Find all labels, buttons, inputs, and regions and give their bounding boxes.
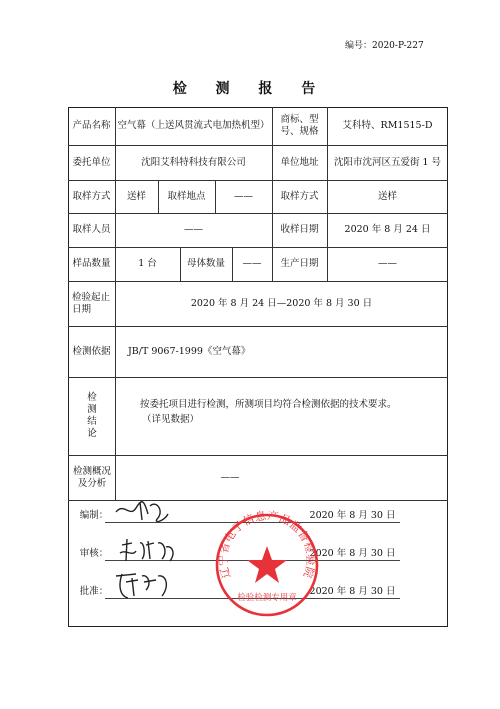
conclusion-text: 按委托项目进行检测，所测项目均符合检测依据的技术要求。 (140, 399, 397, 410)
client-value: 沈阳艾科特科技有限公司 (141, 156, 246, 168)
sample-qty-value: 1 台 (138, 258, 157, 270)
compiled-date: 2020 年 8 月 30 日 (309, 510, 396, 522)
seal-star (247, 546, 287, 583)
conclusion-block (140, 397, 440, 427)
report-title: 检 测 报 告 (172, 81, 328, 97)
overview-label: 检测概况及分析 (72, 465, 111, 489)
model-value: 艾科特、RM1515-D (342, 120, 433, 132)
production-date-value: —— (378, 258, 397, 270)
compiled-label: 编制： (79, 510, 109, 522)
serial-number: 编号：2020-P-227 (345, 41, 424, 51)
sampling-method-value: 送样 (126, 190, 146, 202)
test-period-label: 检验起止日期 (72, 291, 111, 315)
sampling-method2-label: 取样方式 (280, 190, 319, 202)
receive-date-label: 收样日期 (280, 224, 319, 236)
product-label: 产品名称 (72, 120, 111, 132)
seal-bottom-text: 检验检测专用章 (237, 593, 297, 603)
sampling-place-label: 取样地点 (167, 190, 206, 202)
conclusion-label: 检测结论 (87, 392, 97, 439)
client-label: 委托单位 (72, 156, 111, 168)
sampler-label: 取样人员 (72, 224, 111, 236)
overview-value: —— (220, 471, 240, 483)
official-seal (212, 510, 322, 620)
parent-qty-value: —— (242, 258, 262, 270)
row-divider (68, 377, 448, 378)
basis-label: 检测依据 (72, 345, 111, 357)
basis-value: JB/T 9067-1999《空气幕》 (128, 345, 251, 357)
approver-signature (112, 568, 172, 602)
receive-date-value: 2020 年 8 月 24 日 (344, 224, 431, 236)
model-label: 商标、型号、规格 (280, 114, 319, 137)
production-date-label: 生产日期 (280, 258, 319, 270)
approved-label: 批准： (79, 586, 109, 598)
sampling-method2-value: 送样 (377, 190, 397, 202)
sampler-value: —— (184, 224, 203, 236)
test-period-value: 2020 年 8 月 24 日—2020 年 8 月 30 日 (190, 297, 373, 309)
sample-qty-label: 样品数量 (72, 258, 111, 270)
reviewer-signature (118, 535, 178, 567)
address-value: 沈阳市沈河区五爱街 1 号 (333, 156, 442, 168)
sampling-place-value: —— (234, 190, 253, 202)
product-value: 空气幕（上送风贯流式电加热机型） (117, 120, 270, 132)
conclusion-note: （详见数据） (142, 414, 200, 426)
reviewed-label: 审核： (79, 548, 109, 560)
approved-date: 2020 年 8 月 30 日 (309, 586, 396, 598)
sampling-method-label: 取样方式 (72, 190, 111, 202)
address-label: 单位地址 (280, 156, 319, 168)
seal-arc-text: 辽宁省电子信息产品监督检验院 (216, 510, 318, 580)
compiler-signature (112, 496, 170, 526)
parent-qty-label: 母体数量 (186, 258, 225, 270)
reviewed-date: 2020 年 8 月 30 日 (309, 548, 396, 560)
